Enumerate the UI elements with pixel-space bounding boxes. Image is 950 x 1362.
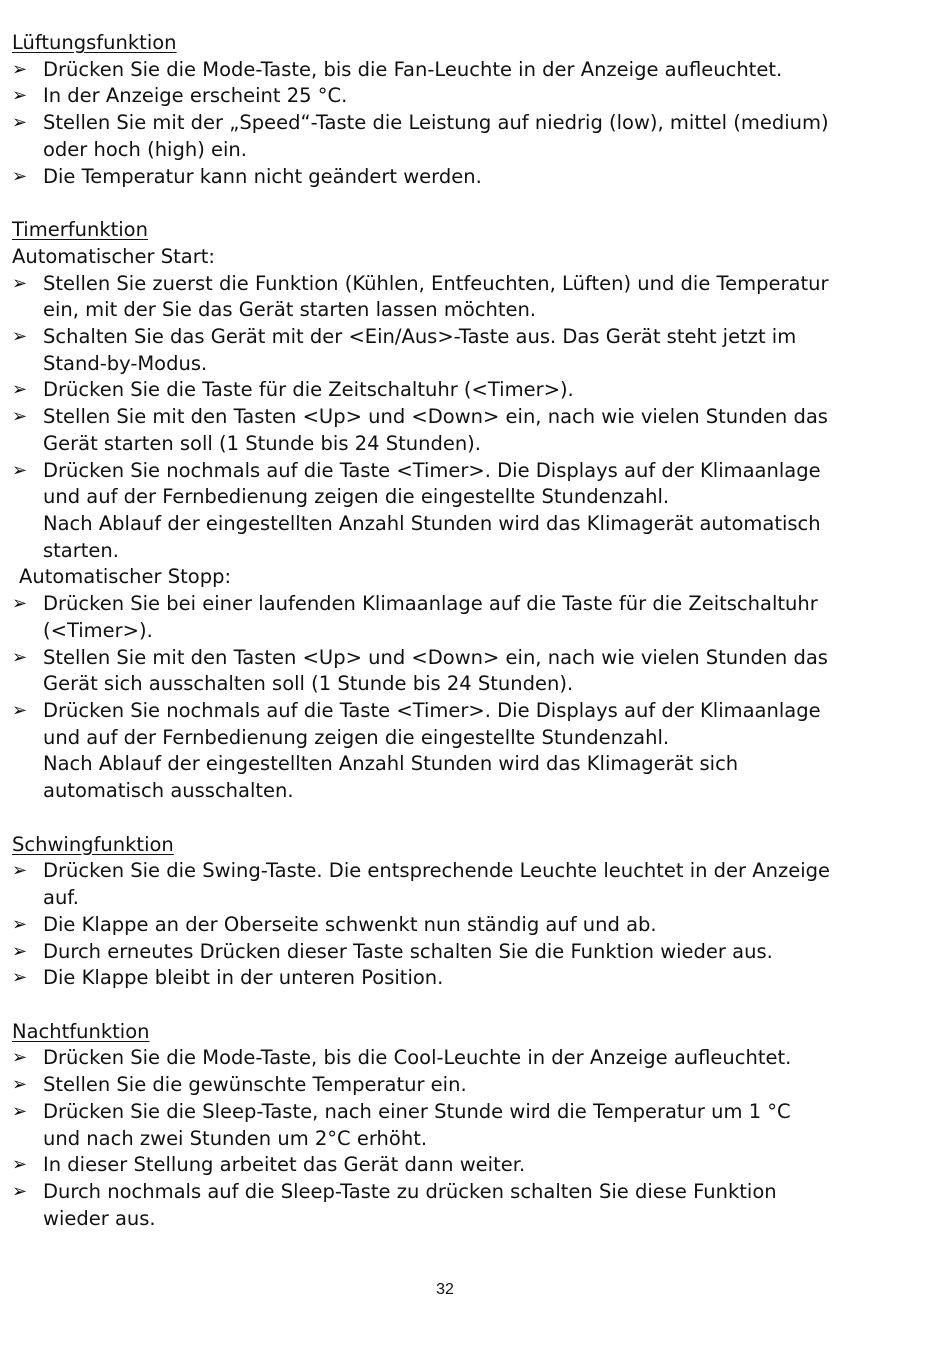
bullet-arrow-icon: ➢ xyxy=(12,1074,28,1096)
list-item-line: Drücken Sie nochmals auf die Taste <Timer>. Die Displays auf der Klimaanlage xyxy=(43,458,821,482)
bullet-arrow-icon: ➢ xyxy=(12,379,28,401)
bullet-arrow-icon: ➢ xyxy=(12,165,28,187)
section-heading: Nachtfunktion xyxy=(12,1019,150,1043)
list-item-line: Die Klappe an der Oberseite schwenkt nun ständig auf und ab. xyxy=(43,912,657,936)
list-item-line: Gerät starten soll (1 Stunde bis 24 Stunden). xyxy=(43,431,481,455)
list-item-line: auf. xyxy=(43,886,79,909)
list-item-line: Stellen Sie mit den Tasten <Up> und <Down> ein, nach wie vielen Stunden das xyxy=(43,405,828,429)
list-item-line: (<Timer>). xyxy=(43,618,153,642)
list-item-line: In dieser Stellung arbeitet das Gerät dann weiter. xyxy=(43,1153,526,1177)
bullet-arrow-icon: ➢ xyxy=(12,272,28,294)
bullet-arrow-icon: ➢ xyxy=(12,913,28,935)
list-item-line: Stellen Sie zuerst die Funktion (Kühlen, Entfeuchten, Lüften) und die Temperatur xyxy=(43,271,829,295)
list-item-line: Drücken Sie nochmals auf die Taste <Timer>. Die Displays auf der Klimaanlage xyxy=(43,699,821,722)
list-item-line: Stellen Sie die gewünschte Temperatur ein. xyxy=(43,1073,467,1097)
list-item-line: Durch erneutes Drücken dieser Taste schalten Sie die Funktion wieder aus. xyxy=(43,939,773,963)
subheading-automatic-stop: Automatischer Stopp: xyxy=(19,565,232,589)
list-item-line: Die Temperatur kann nicht geändert werden. xyxy=(43,164,482,188)
subheading-automatic-start: Automatischer Start: xyxy=(12,244,215,268)
list-item-line: ein, mit der Sie das Gerät starten lassen möchten. xyxy=(43,298,537,322)
list-item-line: automatisch ausschalten. xyxy=(43,779,294,803)
list-item-line: Durch nochmals auf die Sleep-Taste zu drücken schalten Sie diese Funktion xyxy=(43,1180,777,1203)
list-item-line: Die Klappe bleibt in der unteren Position. xyxy=(43,966,444,990)
list-item-line: Drücken Sie bei einer laufenden Klimaanlage auf die Taste für die Zeitschaltuhr xyxy=(43,592,818,616)
list-item-line: starten. xyxy=(43,538,119,562)
bullet-arrow-icon: ➢ xyxy=(12,406,28,428)
list-item-line: und nach zwei Stunden um 2°C erhöht. xyxy=(43,1126,428,1150)
list-item-line: Nach Ablauf der eingestellten Anzahl Stunden wird das Klimagerät sich xyxy=(43,752,739,776)
bullet-arrow-icon: ➢ xyxy=(12,112,28,134)
list-item-line: Drücken Sie die Mode-Taste, bis die Fan-Leuchte in der Anzeige aufleuchtet. xyxy=(43,57,783,81)
bullet-arrow-icon: ➢ xyxy=(12,58,28,80)
list-item-line: Schalten Sie das Gerät mit der <Ein/Aus>-Taste aus. Das Gerät steht jetzt im xyxy=(43,324,797,348)
bullet-arrow-icon: ➢ xyxy=(12,967,28,989)
list-item-line: In der Anzeige erscheint 25 °C. xyxy=(43,84,348,108)
bullet-arrow-icon: ➢ xyxy=(12,700,28,721)
list-item-line: Stellen Sie mit den Tasten <Up> und <Down> ein, nach wie vielen Stunden das xyxy=(43,645,828,669)
bullet-arrow-icon: ➢ xyxy=(12,593,28,615)
bullet-arrow-icon: ➢ xyxy=(12,1047,28,1069)
list-item-line: Drücken Sie die Mode-Taste, bis die Cool-Leuchte in der Anzeige aufleuchtet. xyxy=(43,1046,792,1070)
bullet-arrow-icon: ➢ xyxy=(12,860,28,882)
list-item-line: und auf der Fernbedienung zeigen die eingestellte Stundenzahl. xyxy=(43,485,670,509)
list-item-line: Gerät sich ausschalten soll (1 Stunde bis 24 Stunden). xyxy=(43,672,574,696)
bullet-arrow-icon: ➢ xyxy=(12,459,28,481)
list-item-line: Drücken Sie die Taste für die Zeitschaltuhr (<Timer>). xyxy=(43,378,574,402)
list-item-line: oder hoch (high) ein. xyxy=(43,137,247,161)
section-heading: Schwingfunktion xyxy=(12,832,174,856)
list-item-line: Drücken Sie die Sleep-Taste, nach einer Stunde wird die Temperatur um 1 °C xyxy=(43,1099,791,1123)
list-item-line: wieder aus. xyxy=(43,1206,156,1230)
list-item-line: Stellen Sie mit der „Speed“-Taste die Leistung auf niedrig (low), mittel (medium) xyxy=(43,111,829,135)
bullet-arrow-icon: ➢ xyxy=(12,1181,28,1202)
bullet-arrow-icon: ➢ xyxy=(12,1154,28,1176)
bullet-arrow-icon: ➢ xyxy=(12,85,28,107)
bullet-arrow-icon: ➢ xyxy=(12,646,28,668)
bullet-arrow-icon: ➢ xyxy=(12,325,28,347)
bullet-arrow-icon: ➢ xyxy=(12,1100,28,1122)
list-item-line: Drücken Sie die Swing-Taste. Die entsprechende Leuchte leuchtet in der Anzeige xyxy=(43,859,830,883)
bullet-arrow-icon: ➢ xyxy=(12,940,28,962)
list-item-line: Nach Ablauf der eingestellten Anzahl Stunden wird das Klimagerät automatisch xyxy=(43,512,821,535)
list-item-line: Stand-by-Modus. xyxy=(43,351,208,375)
list-item-line: und auf der Fernbedienung zeigen die eingestellte Stundenzahl. xyxy=(43,725,670,749)
section-heading: Timerfunktion xyxy=(12,218,148,241)
section-heading: Lüftungsfunktion xyxy=(12,31,177,54)
page-number: 32 xyxy=(436,1281,454,1298)
